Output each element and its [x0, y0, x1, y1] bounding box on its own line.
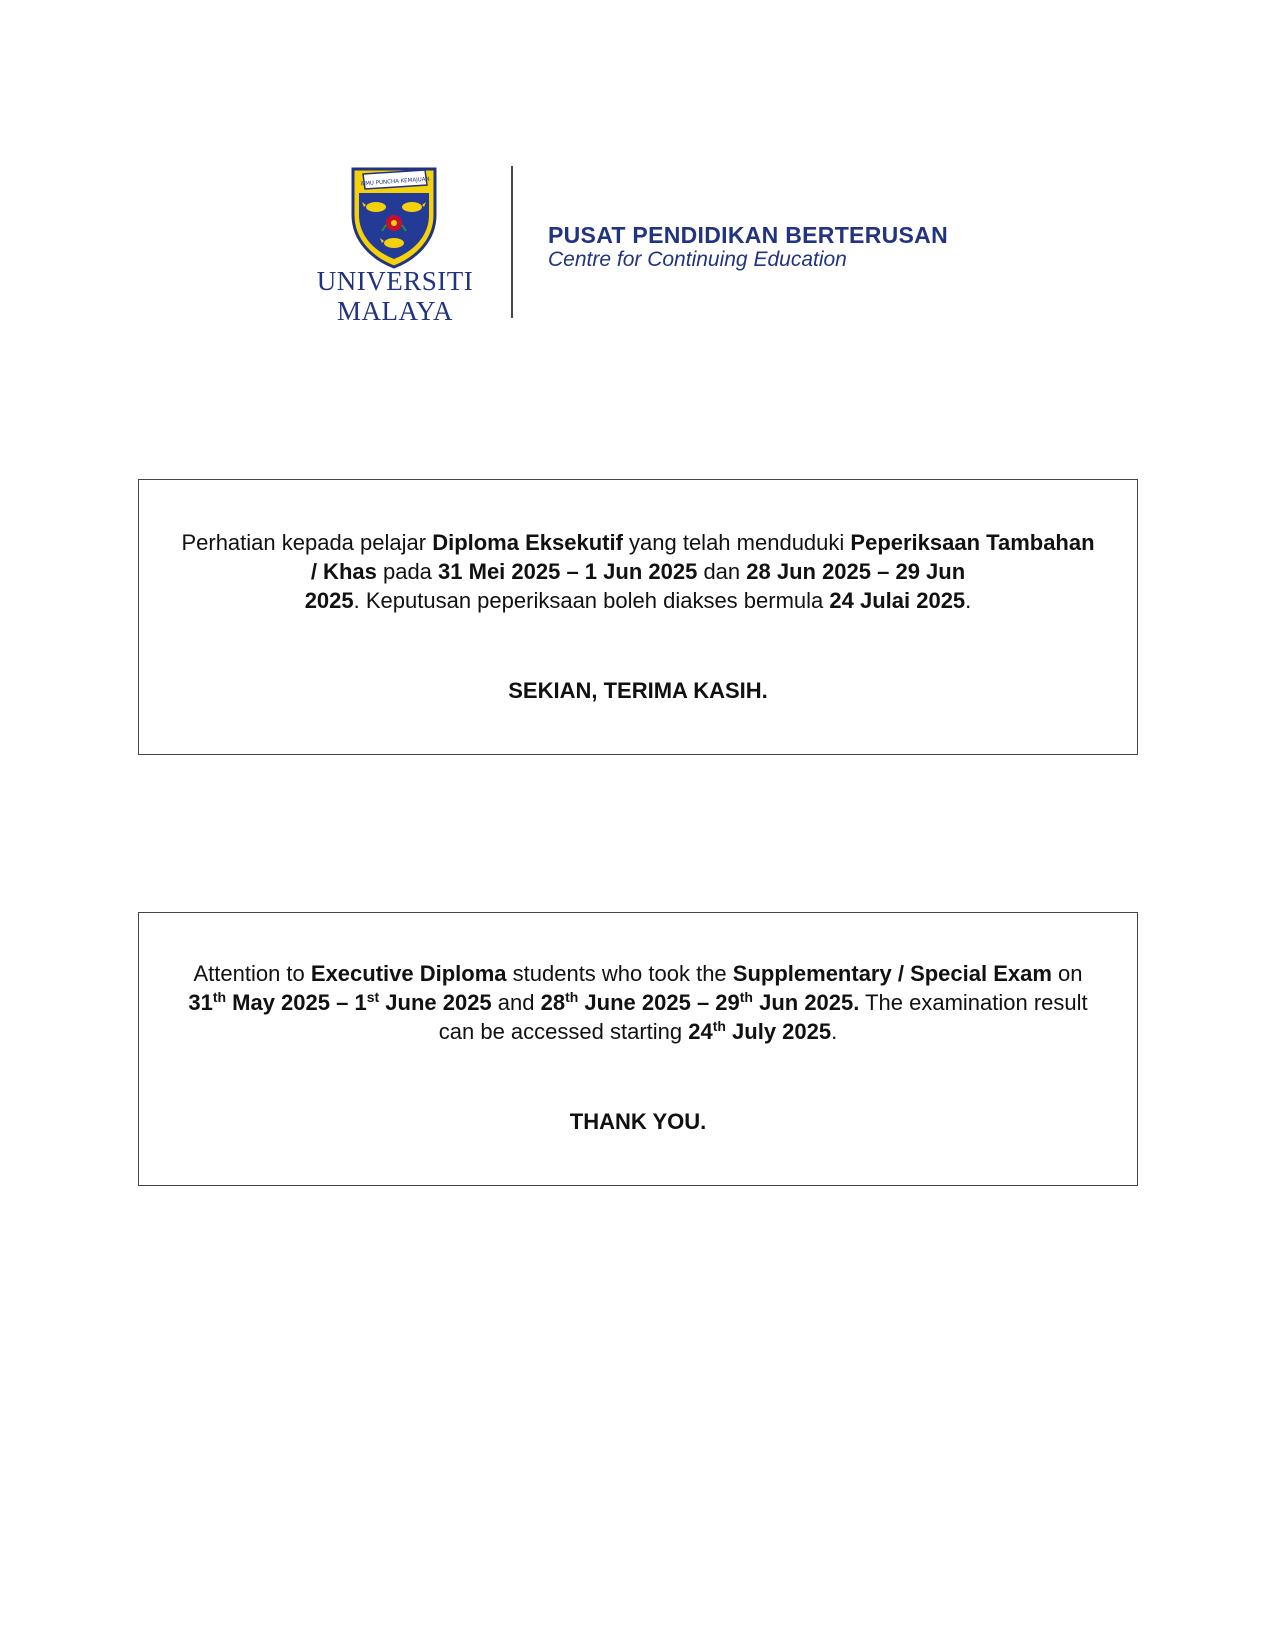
text-run: and	[491, 990, 541, 1015]
exam-date-range-2: 28th June 2025 – 29th Jun 2025.	[540, 989, 860, 1015]
exam-date-range-2-cont: 2025	[304, 588, 354, 613]
text-run: dan	[697, 559, 747, 584]
text-run: on	[1051, 961, 1083, 986]
university-name-line2: MALAYA	[336, 296, 454, 326]
letterhead	[0, 0, 1275, 340]
text-run: pada	[376, 559, 439, 584]
exam-type: Peperiksaan Tambahan	[850, 530, 1095, 555]
text-run: . Keputusan peperiksaan boleh diakses bermula	[353, 588, 830, 613]
text-run: Perhatian kepada pelajar	[181, 530, 433, 555]
centre-name-malay: PUSAT PENDIDIKAN BERTERUSAN	[548, 222, 948, 248]
text-run: yang telah menduduki	[622, 530, 851, 555]
exam-type-cont: / Khas	[310, 559, 377, 584]
programme-name: Diploma Eksekutif	[432, 530, 623, 555]
result-date: 24th July 2025	[688, 1018, 832, 1044]
programme-name: Executive Diploma	[310, 961, 507, 986]
exam-date-range-2: 28 Jun 2025 – 29 Jun	[746, 559, 966, 584]
text-run: .	[831, 1019, 838, 1044]
crest-motto: ILMU PUNCHA KEMAJUAN	[360, 176, 430, 188]
text-run: students who took the	[506, 961, 733, 986]
exam-type: Supplementary / Special Exam	[732, 961, 1052, 986]
notice-box-malay	[138, 479, 1138, 755]
notice-box-english	[138, 912, 1138, 1186]
result-date: 24 Julai 2025	[829, 588, 966, 613]
notice-text-malay	[159, 528, 1117, 615]
centre-name-english: Centre for Continuing Education	[548, 248, 847, 271]
text-run: can be accessed starting	[438, 1019, 689, 1044]
notice-text-english	[159, 959, 1117, 1046]
university-crest-icon	[349, 163, 439, 270]
exam-date-range-1: 31th May 2025 – 1st June 2025	[188, 989, 492, 1015]
university-name	[300, 266, 490, 326]
text-run: Attention to	[193, 961, 311, 986]
closing-english: THANK YOU.	[569, 1109, 707, 1134]
header-divider	[511, 166, 513, 318]
text-run: The examination result	[859, 990, 1088, 1015]
closing-malay: SEKIAN, TERIMA KASIH.	[508, 678, 768, 703]
text-run: .	[965, 588, 972, 613]
university-name-line1: UNIVERSITI	[316, 266, 474, 296]
exam-date-range-1: 31 Mei 2025 – 1 Jun 2025	[438, 559, 698, 584]
centre-name	[548, 222, 948, 272]
